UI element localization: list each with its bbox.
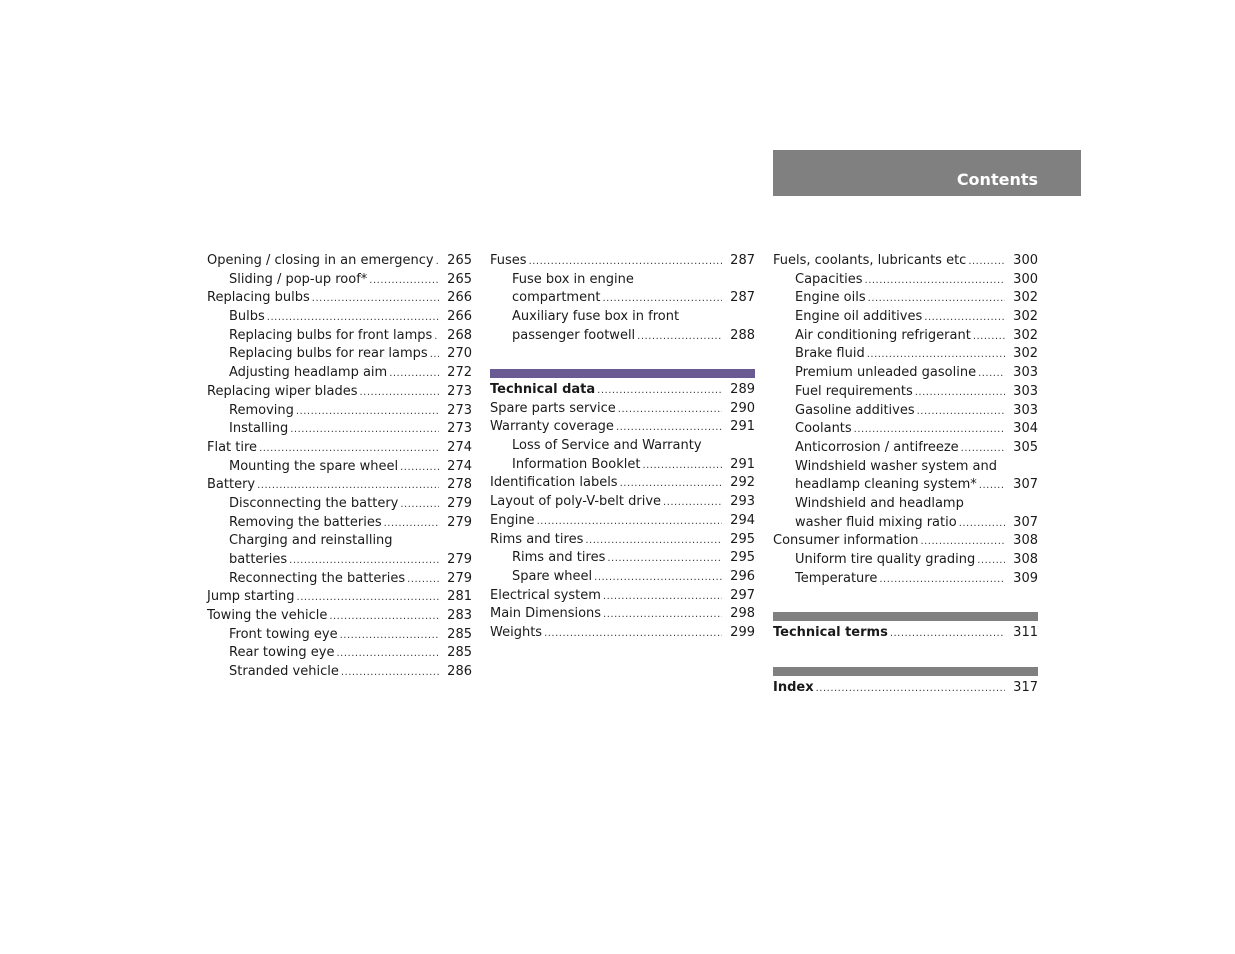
toc-entry-page: 300 bbox=[1013, 271, 1038, 287]
toc-entry-label: Replacing bulbs for rear lamps bbox=[229, 346, 428, 362]
toc-entry[interactable] bbox=[207, 626, 472, 645]
toc-entry-label: Spare parts service bbox=[490, 400, 616, 416]
toc-entry[interactable] bbox=[490, 456, 755, 475]
toc-entry-page: 295 bbox=[730, 531, 755, 547]
toc-entry[interactable] bbox=[490, 568, 755, 587]
toc-entry[interactable] bbox=[773, 271, 1038, 290]
toc-entry-label: Jump starting bbox=[207, 589, 295, 605]
leader-dots bbox=[544, 625, 722, 644]
leader-dots bbox=[257, 477, 439, 496]
leader-dots bbox=[434, 328, 439, 347]
toc-entry[interactable] bbox=[773, 458, 1038, 477]
toc-entry-label: Installing bbox=[229, 421, 289, 437]
toc-entry-label: Engine oils bbox=[795, 290, 866, 306]
toc-entry[interactable]: Index ..... 317 bbox=[773, 679, 1038, 698]
toc-entry-label: Layout of poly-V-belt drive bbox=[490, 494, 662, 510]
toc-entry-page: 291 bbox=[730, 419, 755, 435]
toc-entry-page: 278 bbox=[447, 477, 472, 493]
toc-entry[interactable] bbox=[207, 514, 472, 533]
toc-index bbox=[773, 679, 1038, 698]
leader-dots bbox=[618, 401, 722, 420]
toc-entry[interactable] bbox=[773, 514, 1038, 533]
toc-entry[interactable] bbox=[207, 551, 472, 570]
toc-entry[interactable] bbox=[490, 549, 755, 568]
toc-entry-label: Engine oil additives bbox=[795, 309, 923, 325]
toc-entry-label: Removing the batteries bbox=[229, 514, 382, 530]
toc-entry-page: 273 bbox=[447, 383, 472, 399]
toc-entry-label: Opening / closing in an emergency bbox=[207, 253, 434, 268]
toc-entry-page: 305 bbox=[1013, 439, 1038, 455]
toc-entry-page: 294 bbox=[730, 512, 755, 528]
toc-entry-page: 309 bbox=[1013, 570, 1038, 586]
toc-entry-label: Auxiliary fuse box in front bbox=[512, 309, 680, 325]
leader-dots bbox=[436, 253, 440, 272]
toc-entry[interactable] bbox=[490, 587, 755, 606]
toc-entry-label: Adjusting headlamp aim bbox=[229, 365, 388, 381]
toc-entry-label: Loss of Service and Warranty bbox=[512, 438, 702, 454]
toc-entry[interactable] bbox=[773, 476, 1038, 495]
toc-entry-label: Front towing eye bbox=[229, 626, 338, 642]
page-title: Contents bbox=[956, 169, 1038, 189]
toc-entry[interactable] bbox=[773, 289, 1038, 308]
toc-entry-page: 274 bbox=[447, 458, 472, 474]
toc-entry[interactable]: Technical terms ..... 311 bbox=[773, 624, 1038, 643]
toc-entry-label: Charging and reinstalling bbox=[229, 533, 393, 549]
toc-entry-label: Identification labels bbox=[490, 475, 618, 491]
toc-entry-page: 303 bbox=[1013, 402, 1038, 418]
toc-entry[interactable] bbox=[207, 271, 472, 290]
toc-entry[interactable] bbox=[207, 364, 472, 383]
toc-entry-label: Reconnecting the batteries bbox=[229, 570, 406, 586]
toc-entry[interactable] bbox=[207, 289, 472, 308]
toc-entry-page: 273 bbox=[447, 402, 472, 418]
leader-dots bbox=[915, 384, 1005, 403]
toc-entry-page: 300 bbox=[1013, 253, 1038, 268]
toc-entry[interactable] bbox=[207, 588, 472, 607]
leader-dots bbox=[597, 382, 722, 401]
toc-entry-label: batteries bbox=[229, 552, 288, 567]
leader-dots bbox=[867, 346, 1005, 365]
toc-entry-label: Engine bbox=[490, 512, 535, 528]
toc-entry[interactable] bbox=[207, 345, 472, 364]
leader-dots bbox=[959, 515, 1005, 534]
leader-dots bbox=[607, 550, 722, 569]
toc-entry[interactable] bbox=[207, 476, 472, 495]
toc-entry-label: Temperature bbox=[795, 570, 878, 586]
toc-entry-page: 279 bbox=[447, 495, 472, 511]
toc-entry-label: Fuel requirements bbox=[795, 383, 913, 399]
section-divider-index bbox=[773, 667, 1038, 676]
toc-entry-page: 274 bbox=[447, 439, 472, 455]
toc-entry-label: Warranty coverage bbox=[490, 419, 614, 435]
toc-entry[interactable] bbox=[207, 663, 472, 682]
toc-entry-page: 302 bbox=[1013, 309, 1038, 325]
toc-entry-label: Replacing bulbs bbox=[207, 290, 310, 306]
leader-dots bbox=[603, 606, 722, 625]
toc-entry[interactable] bbox=[490, 381, 755, 400]
leader-dots bbox=[663, 494, 722, 513]
leader-dots bbox=[289, 552, 439, 571]
toc-entry-page: 291 bbox=[730, 456, 755, 472]
toc-entry-page: 303 bbox=[1013, 383, 1038, 399]
toc-entry-page: 266 bbox=[447, 309, 472, 325]
toc-entry-page: 286 bbox=[447, 664, 472, 680]
leader-dots bbox=[637, 328, 722, 347]
leader-dots bbox=[616, 419, 722, 438]
toc-entry[interactable] bbox=[207, 458, 472, 477]
toc-entry[interactable] bbox=[773, 364, 1038, 383]
leader-dots bbox=[267, 309, 439, 328]
leader-dots bbox=[977, 552, 1005, 571]
toc-entry-page: 293 bbox=[730, 494, 755, 510]
toc-entry-label: Anticorrosion / antifreeze bbox=[795, 439, 959, 455]
toc-entry-label: Flat tire bbox=[207, 439, 258, 455]
toc-entry[interactable] bbox=[490, 418, 755, 437]
toc-entry[interactable] bbox=[207, 532, 472, 551]
leader-dots bbox=[259, 440, 439, 459]
toc-entry[interactable] bbox=[490, 289, 755, 308]
toc-entry-label: Premium unleaded gasoline bbox=[795, 365, 977, 381]
toc-entry-page: 295 bbox=[730, 550, 755, 566]
toc-entry[interactable] bbox=[773, 308, 1038, 327]
leader-dots bbox=[968, 253, 1005, 272]
toc-entry-label: Consumer information bbox=[773, 533, 919, 549]
toc-entry-page: 270 bbox=[447, 346, 472, 362]
toc-entry-label: passenger footwell bbox=[512, 327, 636, 343]
toc-entry-label: Disconnecting the battery bbox=[229, 495, 399, 511]
leader-dots bbox=[537, 513, 723, 532]
toc-entry-page: 287 bbox=[730, 253, 755, 268]
toc-entry-page: 307 bbox=[1013, 514, 1038, 530]
leader-dots bbox=[924, 309, 1005, 328]
toc-entry[interactable] bbox=[207, 607, 472, 626]
toc-entry-label: Rims and tires bbox=[512, 550, 606, 566]
toc-entry-label: headlamp cleaning system* bbox=[795, 477, 977, 493]
toc-entry[interactable] bbox=[207, 439, 472, 458]
toc-entry[interactable] bbox=[773, 439, 1038, 458]
toc-entry-label: Replacing bulbs for front lamps bbox=[229, 327, 433, 343]
toc-entry-label: Replacing wiper blades bbox=[207, 383, 358, 399]
leader-dots bbox=[920, 533, 1005, 552]
toc-entry-page: 292 bbox=[730, 475, 755, 491]
toc-entry-label: Removing bbox=[229, 402, 294, 418]
toc-entry[interactable] bbox=[207, 327, 472, 346]
leader-dots bbox=[868, 290, 1006, 309]
toc-entry[interactable] bbox=[773, 570, 1038, 589]
toc-entry-label: washer fluid mixing ratio bbox=[795, 514, 957, 530]
toc-entry-page: 307 bbox=[1013, 477, 1038, 493]
toc-entry[interactable] bbox=[207, 570, 472, 589]
leader-dots bbox=[602, 290, 722, 309]
toc-entry-page: 290 bbox=[730, 400, 755, 416]
toc-entry-label: Windshield washer system and bbox=[795, 458, 997, 474]
leader-dots bbox=[585, 532, 722, 551]
toc-technical-terms bbox=[773, 624, 1038, 643]
toc-entry[interactable] bbox=[490, 271, 755, 290]
toc-entry-page: 299 bbox=[730, 624, 755, 640]
toc-entry-page: 266 bbox=[447, 290, 472, 306]
leader-dots bbox=[620, 475, 723, 494]
leader-dots bbox=[389, 365, 439, 384]
toc-entry-label: Weights bbox=[490, 624, 543, 640]
toc-entry-page: 265 bbox=[447, 253, 472, 268]
leader-dots bbox=[642, 457, 722, 476]
toc-entry-label: Battery bbox=[207, 477, 256, 493]
toc-entry-page: 285 bbox=[447, 645, 472, 661]
toc-entry[interactable] bbox=[490, 493, 755, 512]
toc-entry-page: 298 bbox=[730, 606, 755, 622]
toc-entry-label: Coolants bbox=[795, 421, 852, 437]
toc-entry[interactable] bbox=[207, 252, 472, 271]
leader-dots bbox=[594, 569, 722, 588]
section-divider-technical-terms bbox=[773, 612, 1038, 621]
toc-entry-label: Towing the vehicle bbox=[207, 608, 328, 624]
toc-entry[interactable] bbox=[773, 402, 1038, 421]
toc-entry-label: Fuse box in engine bbox=[512, 271, 634, 287]
leader-dots bbox=[359, 384, 439, 403]
toc-entry[interactable] bbox=[773, 420, 1038, 439]
toc-entry-page: 302 bbox=[1013, 290, 1038, 306]
toc-entry[interactable] bbox=[773, 345, 1038, 364]
leader-dots bbox=[978, 365, 1005, 384]
toc-entry[interactable] bbox=[490, 252, 755, 271]
toc-entry[interactable] bbox=[490, 400, 755, 419]
toc-entry-label: Rims and tires bbox=[490, 531, 584, 547]
contents-header-bar bbox=[773, 150, 1081, 196]
toc-column-1 bbox=[207, 252, 472, 682]
toc-entry-page: 285 bbox=[447, 626, 472, 642]
toc-entry-page: 283 bbox=[447, 608, 472, 624]
leader-dots bbox=[296, 403, 439, 422]
toc-entry[interactable] bbox=[207, 495, 472, 514]
toc-entry-page: 279 bbox=[447, 552, 472, 567]
leader-dots bbox=[961, 440, 1006, 459]
leader-dots bbox=[603, 588, 722, 607]
toc-entry-label: Bulbs bbox=[229, 309, 265, 325]
toc-entry-label: Rear towing eye bbox=[229, 645, 335, 661]
toc-entry-page: 288 bbox=[730, 327, 755, 343]
toc-entry-label: compartment bbox=[512, 290, 601, 306]
toc-entry[interactable] bbox=[490, 474, 755, 493]
toc-entry[interactable] bbox=[773, 495, 1038, 514]
toc-entry-page: 303 bbox=[1013, 365, 1038, 381]
toc-entry-label: Fuses bbox=[490, 253, 527, 268]
toc-entry-page: 308 bbox=[1013, 552, 1038, 567]
toc-entry[interactable] bbox=[490, 605, 755, 624]
leader-dots bbox=[369, 272, 439, 291]
toc-entry[interactable] bbox=[490, 531, 755, 550]
leader-dots bbox=[400, 496, 439, 515]
toc-entry-page: 297 bbox=[730, 587, 755, 603]
toc-entry-page: 308 bbox=[1013, 533, 1038, 549]
toc-entry-page: 273 bbox=[447, 421, 472, 437]
toc-entry-page: 279 bbox=[447, 514, 472, 530]
toc-entry[interactable] bbox=[773, 383, 1038, 402]
leader-dots bbox=[337, 645, 440, 664]
toc-entry-label: Information Booklet bbox=[512, 456, 641, 472]
leader-dots bbox=[312, 290, 439, 309]
leader-dots bbox=[917, 403, 1006, 422]
toc-entry-page: 268 bbox=[447, 327, 472, 343]
toc-entry-page: 304 bbox=[1013, 421, 1038, 437]
toc-entry-label: Air conditioning refrigerant bbox=[795, 327, 971, 343]
section-divider-technical-data bbox=[490, 369, 755, 378]
toc-entry[interactable] bbox=[207, 402, 472, 421]
toc-entry[interactable] bbox=[773, 532, 1038, 551]
toc-entry-label: Windshield and headlamp bbox=[795, 495, 964, 511]
toc-entry[interactable] bbox=[490, 327, 755, 346]
toc-entry[interactable] bbox=[773, 327, 1038, 346]
toc-entry-page: 281 bbox=[447, 589, 472, 605]
toc-entry-label: Main Dimensions bbox=[490, 606, 602, 622]
toc-entry-label: Mounting the spare wheel bbox=[229, 458, 399, 474]
leader-dots bbox=[297, 589, 440, 608]
leader-dots bbox=[400, 459, 439, 478]
toc-entry-page: 279 bbox=[447, 570, 472, 586]
toc-entry-label: Technical data bbox=[490, 382, 596, 397]
leader-dots bbox=[407, 571, 439, 590]
toc-entry-label: Spare wheel bbox=[512, 568, 593, 584]
toc-technical-data-section bbox=[490, 381, 755, 643]
toc-entry[interactable] bbox=[207, 644, 472, 663]
toc-entry-page: 265 bbox=[447, 271, 472, 287]
toc-entry[interactable] bbox=[773, 252, 1038, 271]
toc-entry-label: Capacities bbox=[795, 271, 863, 287]
toc-entry-label: Sliding / pop-up roof* bbox=[229, 271, 368, 287]
toc-entry[interactable] bbox=[773, 551, 1038, 570]
leader-dots bbox=[529, 253, 723, 272]
toc-entry-label: Brake fluid bbox=[795, 346, 865, 362]
leader-dots bbox=[879, 571, 1005, 590]
toc-entry-page: 287 bbox=[730, 290, 755, 306]
toc-entry-page: 289 bbox=[730, 382, 755, 397]
leader-dots bbox=[854, 421, 1006, 440]
leader-dots bbox=[290, 421, 439, 440]
toc-entry[interactable] bbox=[490, 624, 755, 643]
leader-dots bbox=[979, 477, 1005, 496]
toc-entry-label: Gasoline additives bbox=[795, 402, 915, 418]
leader-dots bbox=[865, 272, 1006, 291]
toc-entry-page: 272 bbox=[447, 365, 472, 381]
toc-column-3 bbox=[773, 252, 1038, 588]
leader-dots bbox=[973, 328, 1005, 347]
toc-entry-label: Stranded vehicle bbox=[229, 664, 339, 680]
toc-entry-page: 296 bbox=[730, 568, 755, 584]
toc-entry[interactable] bbox=[490, 512, 755, 531]
leader-dots bbox=[340, 627, 440, 646]
leader-dots bbox=[341, 664, 439, 683]
toc-entry-label: Uniform tire quality grading bbox=[795, 552, 976, 567]
toc-entry[interactable] bbox=[490, 437, 755, 456]
toc-entry-label: Electrical system bbox=[490, 587, 601, 603]
leader-dots bbox=[430, 346, 439, 365]
toc-entry-label: Fuels, coolants, lubricants etc bbox=[773, 253, 967, 268]
toc-entry-page: 302 bbox=[1013, 346, 1038, 362]
leader-dots bbox=[329, 608, 439, 627]
toc-entry[interactable] bbox=[490, 308, 755, 327]
toc-column-2 bbox=[490, 252, 755, 345]
toc-entry-page: 302 bbox=[1013, 327, 1038, 343]
leader-dots bbox=[384, 515, 440, 534]
toc-entry[interactable] bbox=[207, 308, 472, 327]
toc-entry[interactable] bbox=[207, 420, 472, 439]
toc-entry[interactable] bbox=[207, 383, 472, 402]
